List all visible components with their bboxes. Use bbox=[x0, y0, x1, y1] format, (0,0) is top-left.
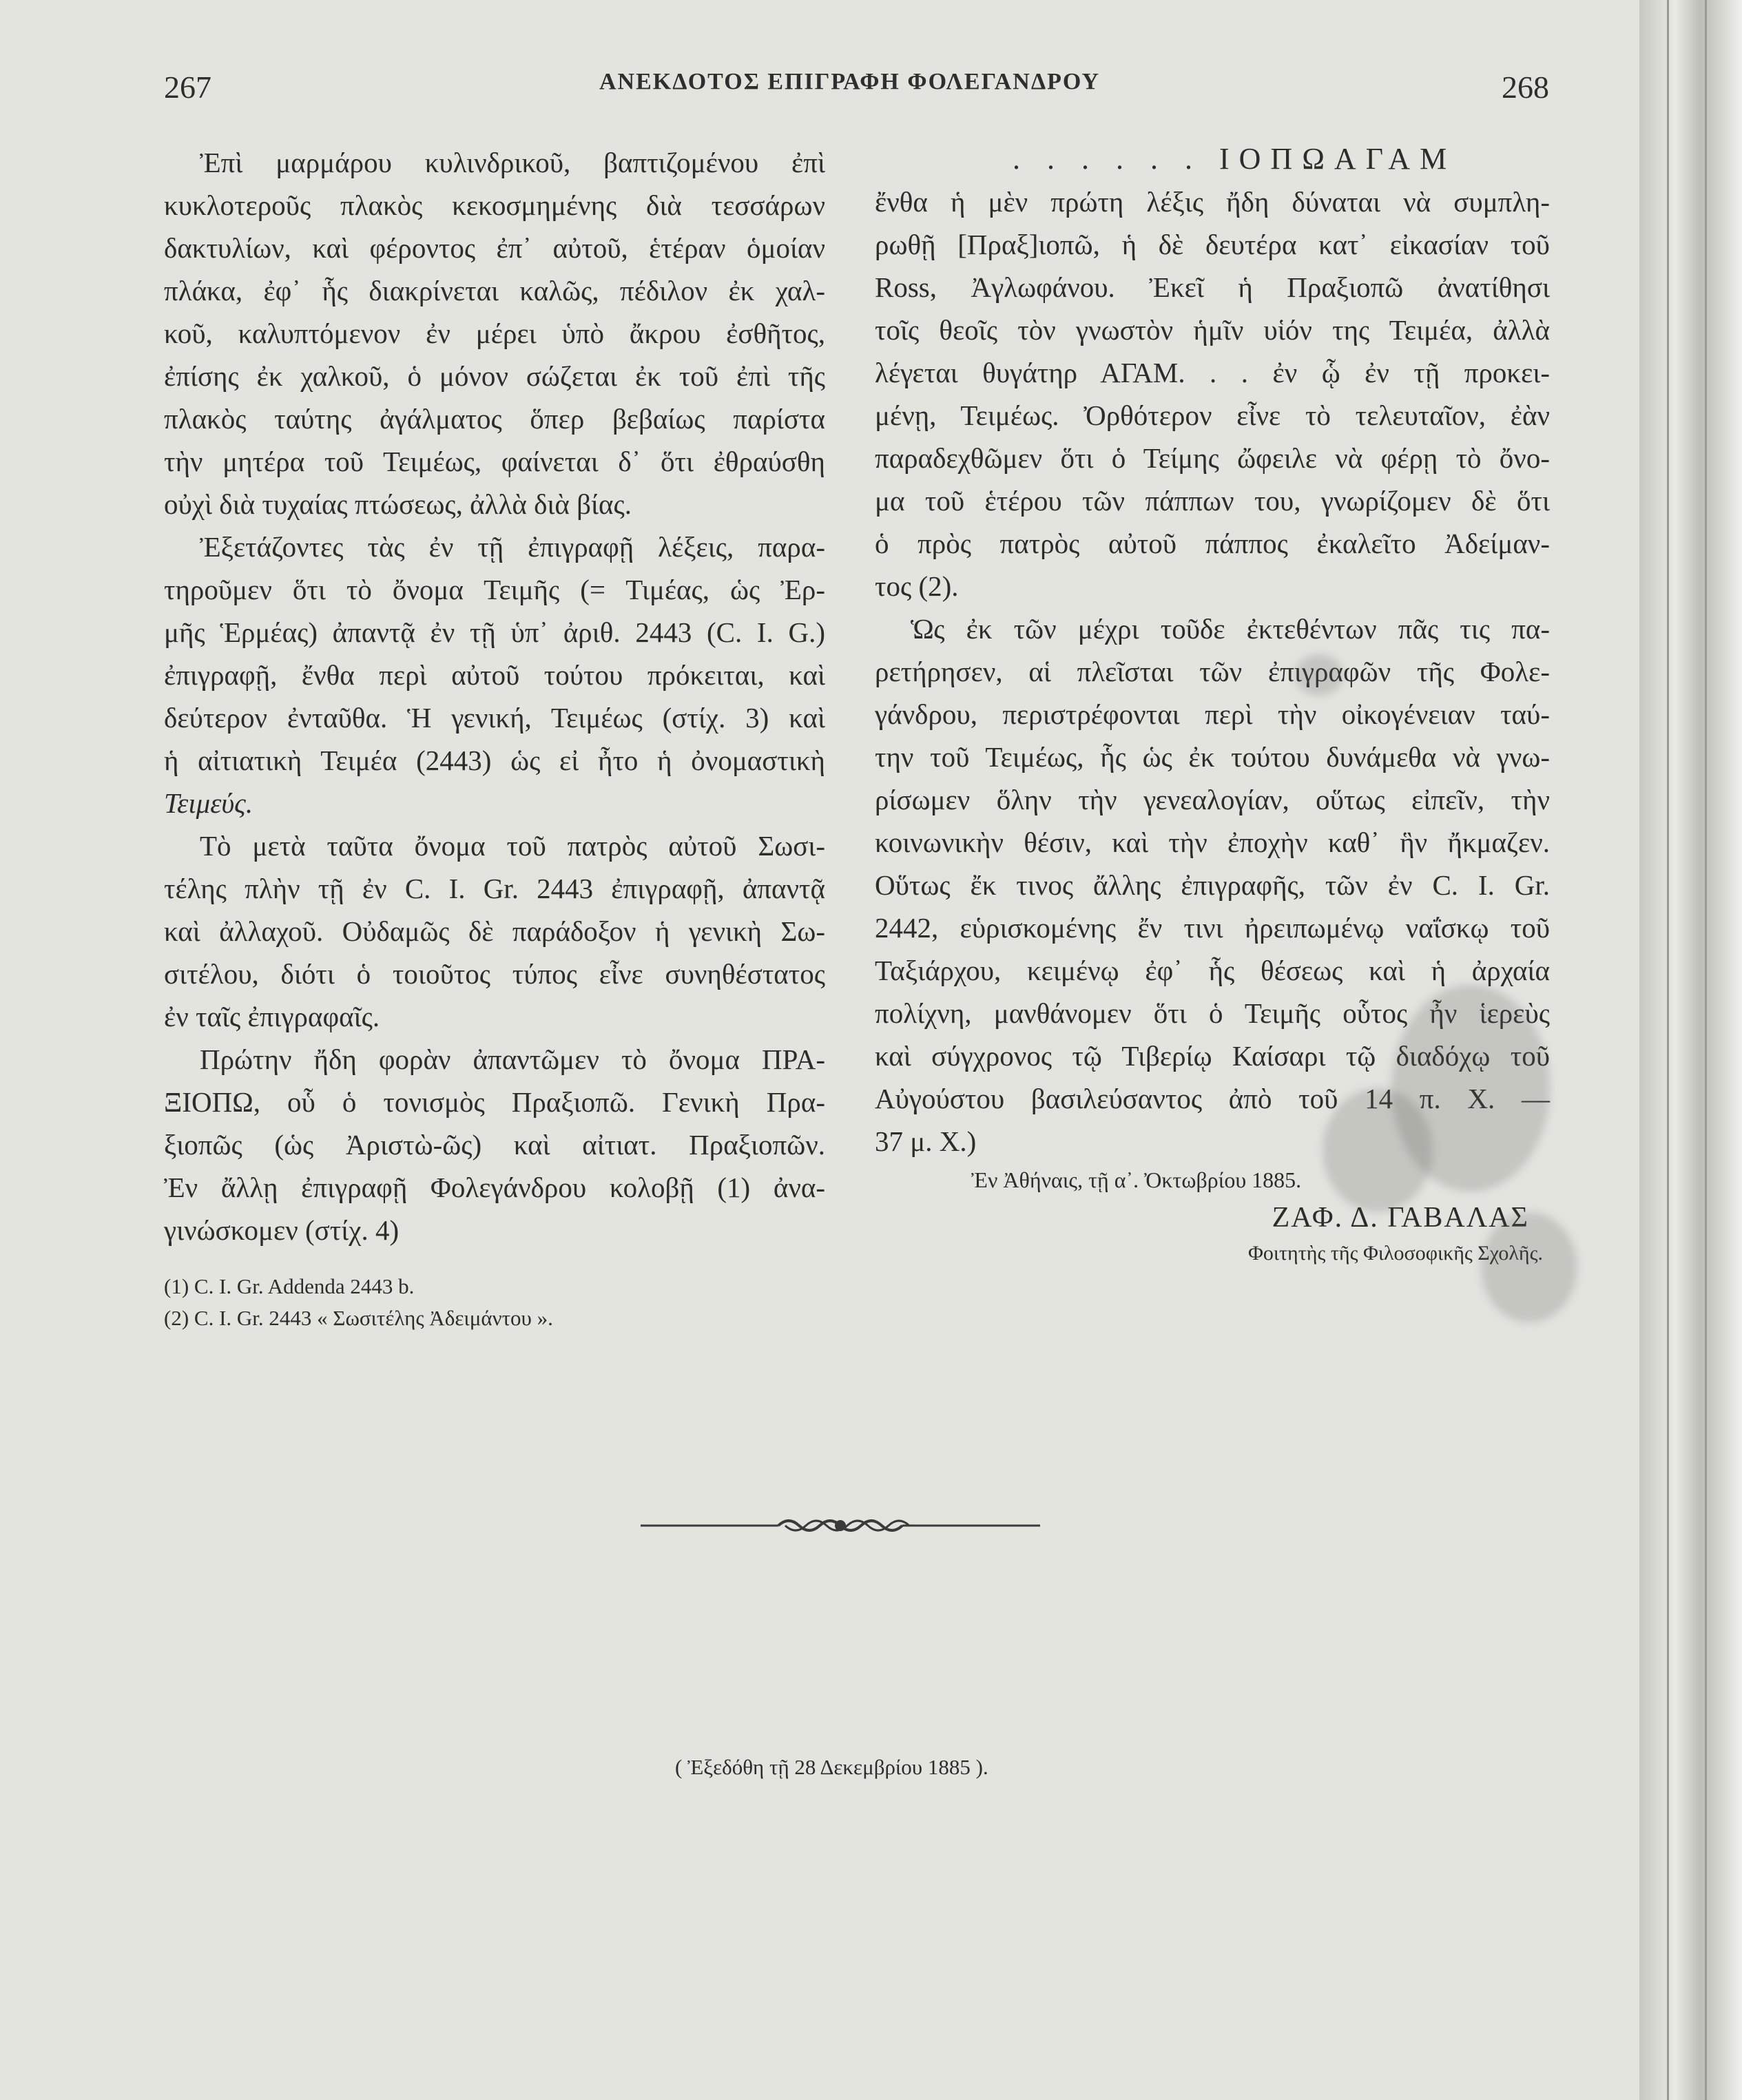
left-paragraph-4 bbox=[164, 1038, 825, 1251]
text-line: ἡ αἰτιατικὴ Τειμέα (2443) ὡς εἰ ἦτο ἡ ὀνομαστικὴ bbox=[164, 745, 825, 776]
text-line: γάνδρου, περιστρέφονται περὶ τὴν οἰκογένειαν ταύ- bbox=[875, 698, 1550, 730]
text-line: δακτυλίων, καὶ φέροντος ἐπ᾽ αὐτοῦ, ἑτέραν ὁμοίαν bbox=[164, 232, 825, 264]
printer-ornament-icon bbox=[641, 1512, 1040, 1539]
text-line: ἐπίσης ἐκ χαλκοῦ, ὁ μόνον σώζεται ἐκ τοῦ ἐπὶ τῆς bbox=[164, 360, 825, 392]
text-line: ὁ πρὸς πατρὸς αὐτοῦ πάππος ἐκαλεῖτο Ἀδείμαν- bbox=[875, 528, 1550, 559]
text-line: τηροῦμεν ὅτι τὸ ὄνομα Τειμῆς (= Τιμέας, ὡς Ἐρ- bbox=[164, 574, 825, 605]
issued-note: ( Ἐξεδόθη τῇ 28 Δεκεμβρίου 1885 ). bbox=[675, 1755, 988, 1779]
text-line: μῆς Ἑρμέας) ἀπαντᾷ ἐν τῇ ὑπ᾽ ἀριθ. 2443 (C. I. G.) bbox=[164, 616, 825, 648]
page-edge bbox=[1639, 0, 1742, 2100]
left-column bbox=[164, 141, 825, 1334]
footnotes bbox=[164, 1271, 825, 1334]
page-number-right: 268 bbox=[1502, 70, 1549, 105]
text-line: καὶ σύγχρονος τῷ Τιβερίῳ Καίσαρι τῷ διαδόχῳ τοῦ bbox=[875, 1040, 1550, 1072]
author-signature: ΖΑΦ. Δ. ΓΑΒΑΛΑΣ bbox=[1272, 1202, 1529, 1234]
text-line: Τὸ μετὰ ταῦτα ὄνομα τοῦ πατρὸς αὐτοῦ Σωσι- bbox=[200, 830, 825, 862]
text-line: τὴν μητέρα τοῦ Τειμέως, φαίνεται δ᾽ ὅτι ἐθραύσθη bbox=[164, 446, 825, 477]
text-line: ρωθῇ [Πραξ]ιοπῶ, ἡ δὲ δευτέρα κατ᾽ εἰκασίαν τοῦ bbox=[875, 229, 1550, 260]
text-line: ἔνθα ἡ μὲν πρώτη λέξις ἤδη δύναται νὰ συμπλη- bbox=[875, 186, 1550, 218]
edge-line bbox=[1705, 0, 1707, 2100]
page-stain bbox=[1323, 1088, 1433, 1212]
running-head: ΑΝΕΚΔΟΤΟΣ ΕΠΙΓΡΑΦΗ ΦΟΛΕΓΑΝΔΡΟΥ bbox=[599, 69, 1101, 94]
text-line: Ἐπὶ μαρμάρου κυλινδρικοῦ, βαπτιζομένου ἐπὶ bbox=[200, 147, 825, 178]
inscription-fragment: . . . . . . ΙΟΠΩΑΓΑΜ bbox=[1013, 142, 1457, 176]
text-line: Ross, Ἀγλωφάνου. Ἐκεῖ ἡ Πραξιοπῶ ἀνατίθησι bbox=[875, 271, 1550, 303]
page-number-left: 267 bbox=[164, 70, 211, 105]
text-line: Τειμεύς. bbox=[164, 787, 253, 819]
text-line: μένῃ, Τειμέως. Ὀρθότερον εἶνε τὸ τελευταῖον, ἐὰν bbox=[875, 399, 1550, 431]
text-line: τέλης πλὴν τῇ ἐν C. I. Gr. 2443 ἐπιγραφῇ, ἀπαντᾷ bbox=[164, 873, 825, 904]
text-line: μα τοῦ ἑτέρου τῶν πάππων του, γνωρίζομεν δὲ ὅτι bbox=[875, 485, 1550, 517]
footnote-1: (1) C. I. Gr. Addenda 2443 b. bbox=[164, 1274, 415, 1298]
text-line: τος (2). bbox=[875, 570, 959, 602]
text-line: Ἐν ἄλλῃ ἐπιγραφῇ Φολεγάνδρου κολοβῇ (1) ἀνα- bbox=[164, 1172, 825, 1203]
text-line: Ὡς ἐκ τῶν μέχρι τοῦδε ἐκτεθέντων πᾶς τις πα- bbox=[911, 613, 1550, 645]
text-line: ρίσωμεν ὅλην τὴν γενεαλογίαν, οὕτως εἰπεῖν, τὴν bbox=[875, 784, 1550, 815]
text-line: κυκλοτεροῦς πλακὸς κεκοσμημένης διὰ τεσσάρων bbox=[164, 189, 825, 221]
text-line: τοῖς θεοῖς τὸν γνωστὸν ἡμῖν υἱόν της Τειμέα, ἀλλὰ bbox=[875, 314, 1550, 346]
text-line: ἐπιγραφῇ, ἔνθα περὶ αὐτοῦ τούτου πρόκειται, καὶ bbox=[164, 659, 825, 691]
text-line: δεύτερον ἐνταῦθα. Ἡ γενική, Τειμέως (στίχ. 3) καὶ bbox=[164, 702, 825, 734]
text-line: Ἐξετάζοντες τὰς ἐν τῇ ἐπιγραφῇ λέξεις, παρα- bbox=[200, 531, 825, 563]
text-line: ρετήρησεν, αἱ πλεῖσται τῶν ἐπιγραφῶν τῆς Φολε- bbox=[875, 656, 1550, 687]
left-paragraph-2 bbox=[164, 526, 825, 824]
text-line: οὐχὶ διὰ τυχαίας πτώσεως, ἀλλὰ διὰ βίας. bbox=[164, 488, 632, 520]
text-line: γινώσκομεν (στίχ. 4) bbox=[164, 1214, 400, 1246]
text-line: 37 μ. Χ.) bbox=[875, 1125, 977, 1157]
left-paragraph-3 bbox=[164, 824, 825, 1038]
text-line: ἐν ταῖς ἐπιγραφαῖς. bbox=[164, 1001, 380, 1032]
text-line: παραδεχθῶμεν ὅτι ὁ Τείμης ὤφειλε νὰ φέρῃ τὸ ὄνο- bbox=[875, 442, 1550, 474]
text-line: λέγεται θυγάτηρ ΑΓΑΜ. . . ἐν ᾧ ἐν τῇ προκει- bbox=[875, 357, 1550, 388]
text-line: 2442, εὑρισκομένης ἔν τινι ἠρειπωμένῳ ναΐσκῳ τοῦ bbox=[875, 912, 1550, 944]
text-line: Οὕτως ἔκ τινος ἄλλης ἐπιγραφῆς, τῶν ἐν C. I. Gr. bbox=[875, 869, 1550, 901]
text-line: πλακὸς ταύτης ἀγάλματος ὅπερ βεβαίως παρίστα bbox=[164, 403, 825, 435]
author-title: Φοιτητὴς τῆς Φιλοσοφικῆς Σχολῆς. bbox=[1247, 1242, 1543, 1265]
text-line: πλάκα, ἐφ᾽ ἧς διακρίνεται καλῶς, πέδιλον ἐκ χαλ- bbox=[164, 275, 825, 306]
page-stain bbox=[1295, 654, 1343, 696]
text-line: κοῦ, καλυπτόμενον ἐν μέρει ὑπὸ ἄκρου ἐσθῆτος, bbox=[164, 318, 825, 349]
text-line: ξιοπῶς (ὡς Ἀριστὼ-ῶς) καὶ αἰτιατ. Πραξιοπῶν. bbox=[164, 1129, 825, 1161]
edge-line bbox=[1667, 0, 1669, 2100]
text-line: Αὐγούστου βασιλεύσαντος ἀπὸ τοῦ 14 π. Χ. — bbox=[875, 1083, 1550, 1114]
text-line: Ταξιάρχου, κειμένῳ ἐφ᾽ ἧς θέσεως καὶ ἡ ἀρχαία bbox=[875, 955, 1550, 986]
footnote-2: (2) C. I. Gr. 2443 « Σωσιτέλης Ἀδειμάντου ». bbox=[164, 1306, 553, 1330]
text-line: σιτέλου, διότι ὁ τοιοῦτος τύπος εἶνε συνηθέστατος bbox=[164, 958, 825, 990]
right-paragraph-1 bbox=[875, 180, 1550, 607]
date-line: Ἐν Ἀθήναις, τῇ α᾽. Ὀκτωβρίου 1885. bbox=[971, 1167, 1302, 1192]
page-stain bbox=[1481, 1212, 1577, 1322]
left-paragraph-1 bbox=[164, 141, 825, 526]
text-line: πολίχνη, μανθάνομεν ὅτι ὁ Τειμῆς οὗτος ἦν ἱερεὺς bbox=[875, 997, 1550, 1029]
text-line: καὶ ἀλλαχοῦ. Οὐδαμῶς δὲ παράδοξον ἡ γενικὴ Σω- bbox=[164, 915, 825, 947]
text-line: Πρώτην ἤδη φορὰν ἀπαντῶμεν τὸ ὄνομα ΠΡΑ- bbox=[200, 1043, 825, 1075]
text-line: κοινωνικὴν θέσιν, καὶ τὴν ἐποχὴν καθ᾽ ἣν ἤκμαζεν. bbox=[875, 827, 1550, 858]
text-line: την τοῦ Τειμέως, ἧς ὡς ἐκ τούτου δυνάμεθα νὰ γνω- bbox=[875, 741, 1550, 773]
text-line: ΞΙΟΠΩ, οὗ ὁ τονισμὸς Πραξιοπῶ. Γενικὴ Πρα- bbox=[164, 1086, 825, 1118]
